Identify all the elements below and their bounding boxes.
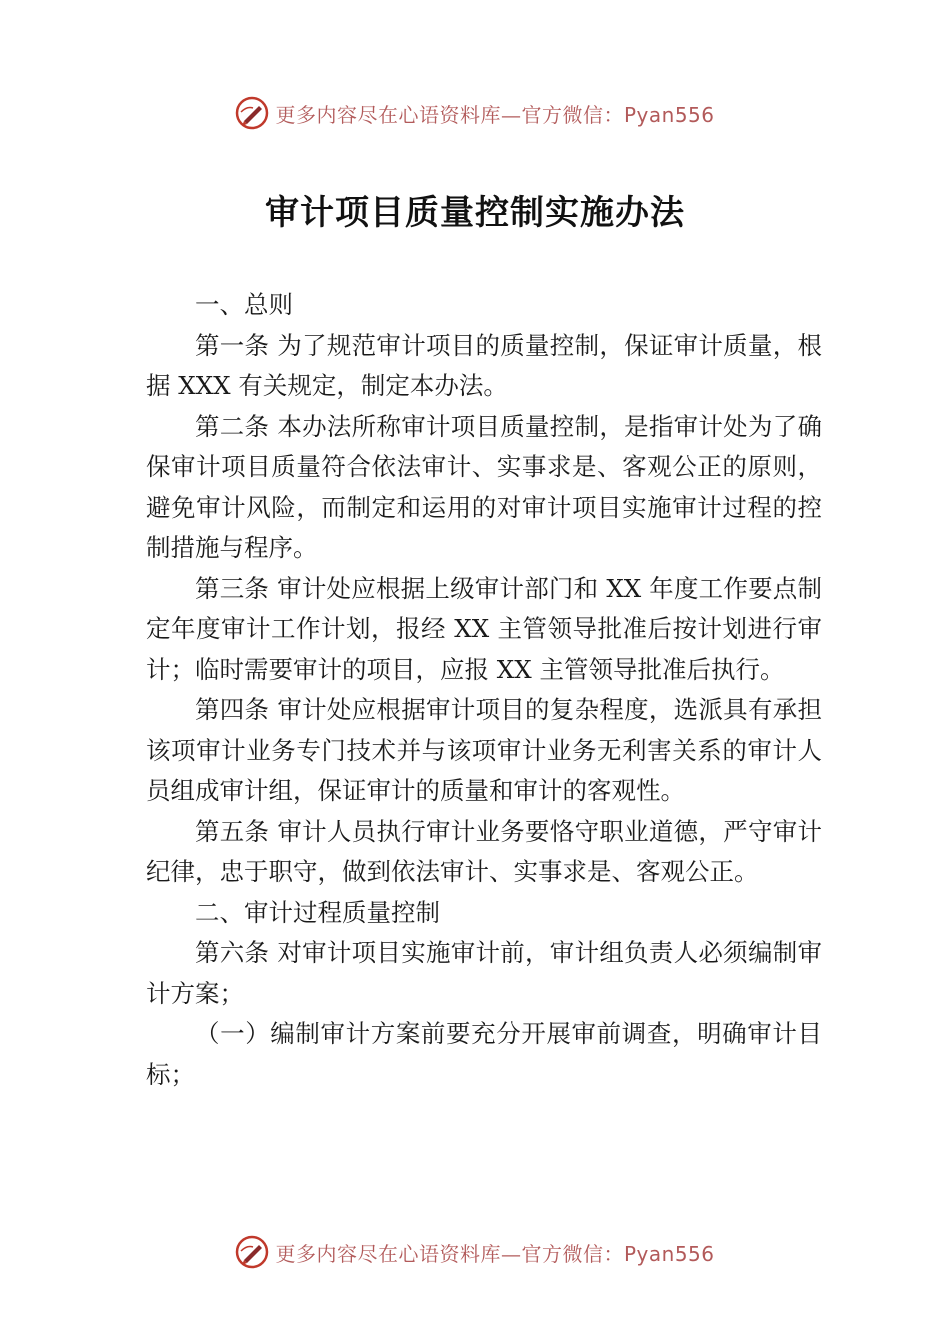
- section-heading: 二、审计过程质量控制: [195, 897, 440, 927]
- article-paragraph: 第一条 为了规范审计项目的质量控制，保证审计质量，根据 XXX 有关规定，制定本办法。: [146, 330, 822, 400]
- article-paragraph: 第二条 本办法所称审计项目质量控制，是指审计处为了确保审计项目质量符合依法审计、实事求是、客观公正的原则，避免审计风险，而制定和运用的对审计项目实施审计过程的控制措施与程序。: [146, 411, 822, 562]
- document-body: [146, 285, 822, 1095]
- article-paragraph: 第六条 对审计项目实施审计前，审计组负责人必须编制审计方案；: [146, 938, 822, 1008]
- article-paragraph: 第三条 审计处应根据上级审计部门和 XX 年度工作要点制定年度审计工作计划，报经 XX 主管领导批准后按计划进行审计；临时需要审计的项目，应报 XX 主管领导批准后执行。: [146, 573, 822, 684]
- article-paragraph: 第五条 审计人员执行审计业务要恪守职业道德，严守审计纪律，忠于职守，做到依法审计、实事求是、客观公正。: [146, 816, 822, 886]
- list-item-paragraph: （一）编制审计方案前要充分开展审前调查，明确审计目标；: [146, 1019, 822, 1089]
- footer-watermark: [0, 1232, 950, 1272]
- section-heading: 一、总则: [195, 290, 293, 319]
- article-paragraph: 第四条 审计处应根据审计项目的复杂程度，选派具有承担该项审计业务专门技术并与该项审计业务无利害关系的审计人员组成审计组，保证审计的质量和审计的客观性。: [146, 695, 822, 805]
- header-watermark: [0, 93, 950, 133]
- document-title: 审计项目质量控制实施办法: [265, 193, 685, 233]
- pen-logo-icon: [235, 1235, 269, 1269]
- watermark-text: 更多内容尽在心语资料库—官方微信：Pyan556: [275, 1241, 715, 1266]
- pen-logo-icon: [235, 96, 269, 130]
- watermark-text: 更多内容尽在心语资料库—官方微信：Pyan556: [275, 102, 715, 127]
